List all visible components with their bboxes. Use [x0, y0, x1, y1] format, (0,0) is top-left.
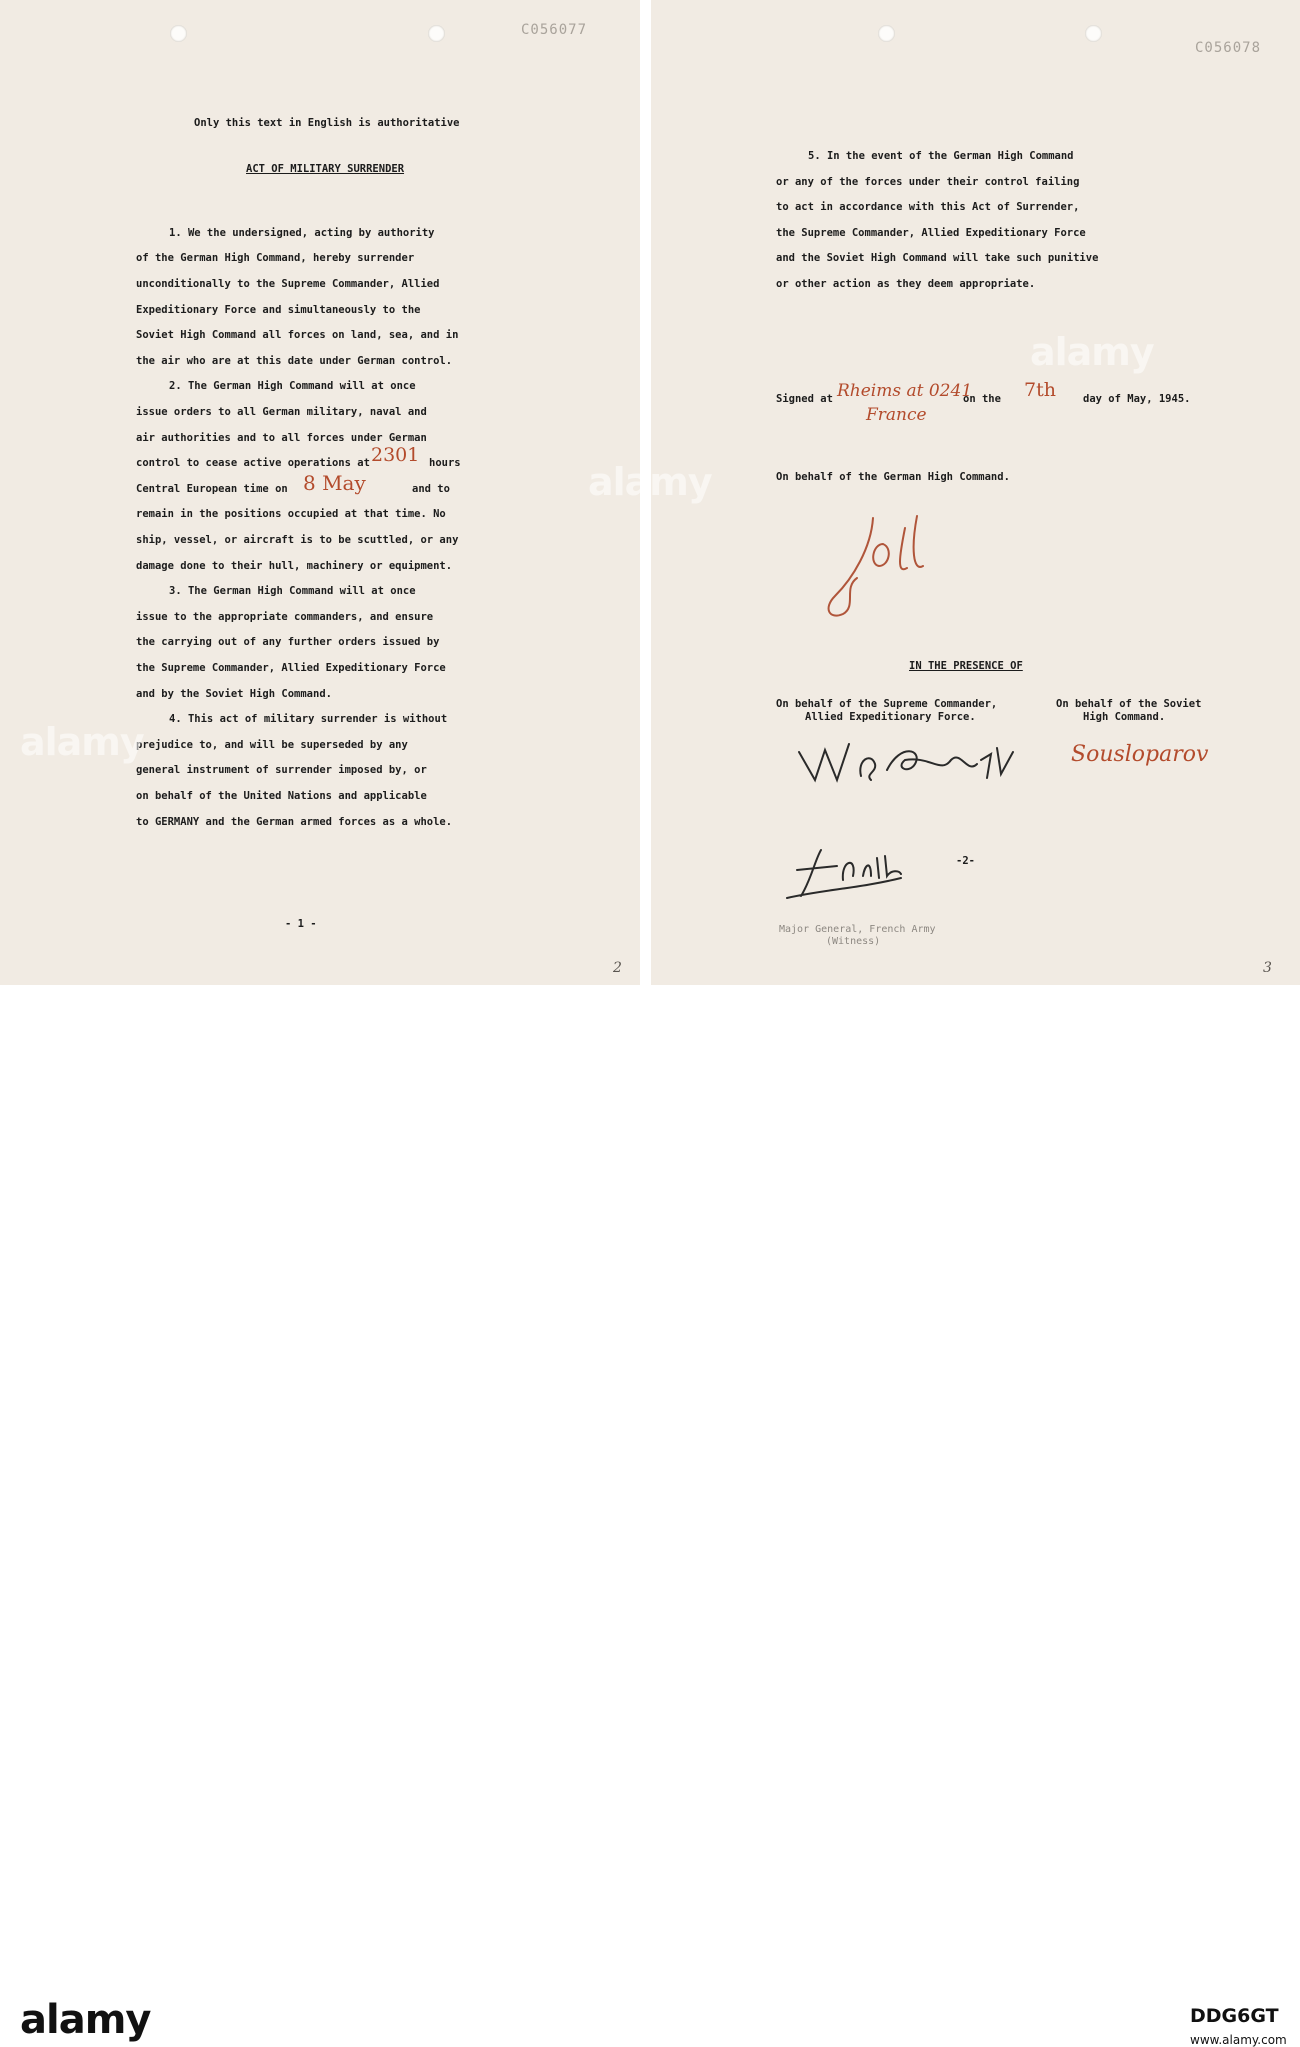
- watermark-logo: alamy: [1030, 330, 1154, 374]
- document-id: C056078: [1195, 40, 1262, 56]
- text-line: of the German High Command, hereby surrender: [136, 252, 415, 264]
- handwritten-date: 8 May: [303, 471, 366, 495]
- text-line: hours: [429, 457, 461, 469]
- text-line: the air who are at this date under German control.: [136, 355, 453, 367]
- watermark-footer: [0, 985, 1300, 2047]
- handwritten-day: 7th: [1024, 379, 1056, 401]
- text-line: and to: [412, 483, 450, 495]
- text-line: on behalf of the United Nations and applicable: [136, 790, 427, 802]
- signed-at-label: Signed at: [776, 393, 833, 405]
- text-line: prejudice to, and will be superseded by any: [136, 739, 408, 751]
- jodl-signature-icon: [813, 508, 973, 618]
- text-line: air authorities and to all forces under German: [136, 432, 427, 444]
- punch-hole: [428, 25, 445, 42]
- text-line: issue orders to all German military, naval and: [136, 406, 427, 418]
- text-line: 3. The German High Command will at once: [169, 585, 416, 597]
- page-number: - 1 -: [285, 918, 317, 930]
- text-line: the carrying out of any further orders issued by: [136, 636, 440, 648]
- soviet-signature: Sousloparov: [1071, 742, 1209, 767]
- punch-hole: [170, 25, 187, 42]
- corner-page-number: 3: [1263, 960, 1272, 976]
- on-the-label: on the: [963, 393, 1001, 405]
- image-id: DDG6GT: [1190, 2005, 1279, 2027]
- text-line: the Supreme Commander, Allied Expeditionary Force: [136, 662, 446, 674]
- date-label: day of May, 1945.: [1083, 393, 1191, 405]
- soviet-behalf-line-1: On behalf of the Soviet: [1056, 698, 1202, 710]
- text-line: general instrument of surrender imposed by, or: [136, 764, 427, 776]
- german-behalf-label: On behalf of the German High Command.: [776, 471, 1010, 483]
- corner-page-number: 2: [613, 960, 622, 976]
- logo-text: alamy: [20, 1997, 151, 2043]
- text-line: Central European time on: [136, 483, 288, 495]
- authoritative-note: Only this text in English is authoritative: [194, 117, 460, 129]
- text-line: 1. We the undersigned, acting by authority: [169, 227, 435, 239]
- document-page-2: [651, 0, 1300, 985]
- document-page-1: [0, 0, 640, 985]
- text-line: 2. The German High Command will at once: [169, 380, 416, 392]
- text-line: damage done to their hull, machinery or equipment.: [136, 560, 453, 572]
- soviet-behalf-line-2: High Command.: [1083, 711, 1166, 723]
- presence-heading: IN THE PRESENCE OF: [909, 660, 1023, 672]
- text-line: the Supreme Commander, Allied Expeditionary Force: [776, 227, 1086, 239]
- text-line: Soviet High Command all forces on land, sea, and in: [136, 329, 459, 341]
- text-line: control to cease active operations at: [136, 457, 370, 469]
- sevez-signature-icon: [781, 840, 931, 910]
- text-line: or any of the forces under their control failing: [776, 176, 1080, 188]
- document-id: C056077: [521, 22, 588, 38]
- text-line: 4. This act of military surrender is without: [169, 713, 448, 725]
- text-line: and by the Soviet High Command.: [136, 688, 332, 700]
- text-line: 5. In the event of the German High Command: [808, 150, 1074, 162]
- handwritten-country: France: [866, 405, 927, 425]
- text-line: to GERMANY and the German armed forces as a whole.: [136, 816, 453, 828]
- allied-behalf-line-2: Allied Expeditionary Force.: [805, 711, 976, 723]
- alamy-logo: [20, 1997, 150, 2043]
- text-line: unconditionally to the Supreme Commander, Allied: [136, 278, 440, 290]
- text-line: or other action as they deem appropriate.: [776, 278, 1036, 290]
- handwritten-time: 2301: [371, 444, 420, 466]
- page-number: -2-: [956, 855, 975, 867]
- watermark-logo: alamy: [588, 460, 712, 504]
- text-line: Expeditionary Force and simultaneously to the: [136, 304, 421, 316]
- allied-behalf-line-1: On behalf of the Supreme Commander,: [776, 698, 998, 710]
- witness-title: Major General, French Army: [779, 924, 936, 935]
- smith-signature-icon: [791, 730, 1031, 790]
- watermark-logo: alamy: [20, 720, 144, 764]
- punch-hole: [878, 25, 895, 42]
- witness-label: (Witness): [826, 936, 881, 947]
- text-line: ship, vessel, or aircraft is to be scuttled, or any: [136, 534, 459, 546]
- handwritten-place: Rheims at 0241: [837, 381, 973, 401]
- text-line: to act in accordance with this Act of Surrender,: [776, 201, 1080, 213]
- site-url: www.alamy.com: [1190, 2033, 1287, 2047]
- punch-hole: [1085, 25, 1102, 42]
- text-line: and the Soviet High Command will take such punitive: [776, 252, 1099, 264]
- text-line: remain in the positions occupied at that time. No: [136, 508, 446, 520]
- document-title: ACT OF MILITARY SURRENDER: [246, 163, 405, 175]
- text-line: issue to the appropriate commanders, and ensure: [136, 611, 434, 623]
